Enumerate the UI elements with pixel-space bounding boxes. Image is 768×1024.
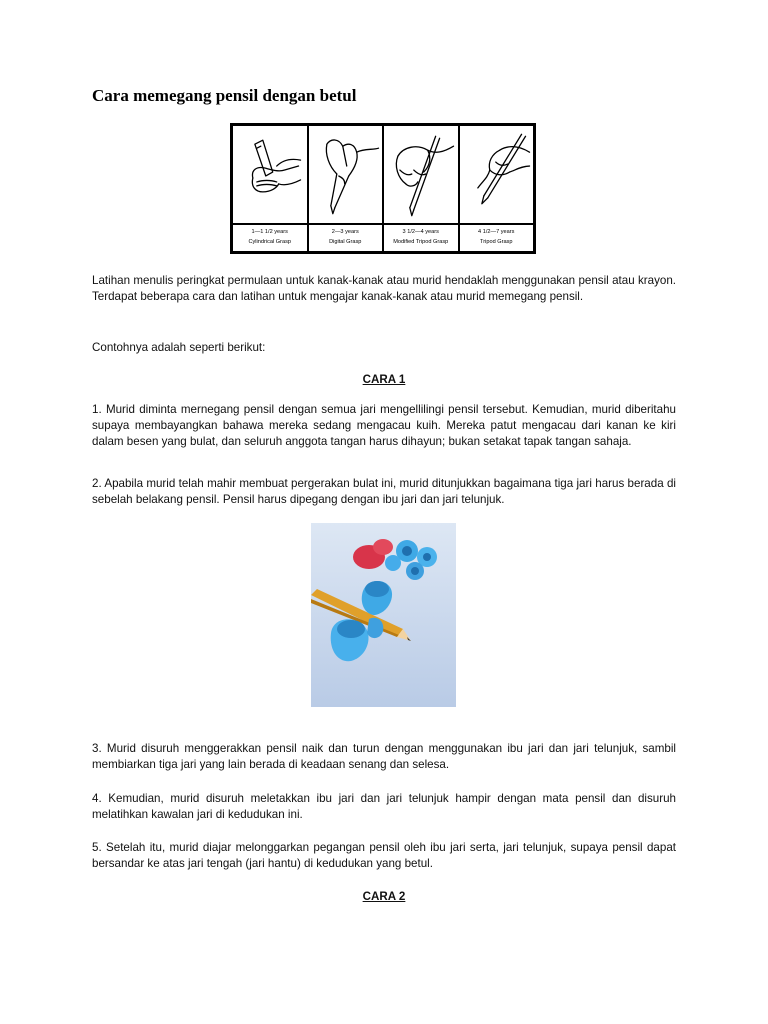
grasp-age-label: 1—1 1/2 years bbox=[251, 229, 288, 235]
section-heading-cara-2: CARA 2 bbox=[362, 890, 406, 903]
grasp-name-label: Modified Tripod Grasp bbox=[393, 239, 449, 245]
digital-grasp-hand-icon bbox=[309, 126, 383, 222]
grasp-age-label: 4 1/2—7 years bbox=[478, 229, 515, 235]
section-heading-cara-1: CARA 1 bbox=[362, 373, 406, 386]
pencil-grip-illustration bbox=[311, 523, 456, 707]
step-2-paragraph: 2. Apabila murid telah mahir membuat pergerakan bulat ini, murid ditunjukkan bagaimana tiga jari harus berada di sebelah belakang pensil. Pensil harus dipegang dengan ibu jari dan jari telunjuk. bbox=[92, 477, 676, 507]
tripod-grasp-hand-icon bbox=[460, 126, 534, 222]
grasp-name-label: Digital Grasp bbox=[329, 239, 362, 245]
step-1-paragraph: 1. Murid diminta mernegang pensil dengan semua jari mengellilingi pensil tersebut. Kemudian, murid diberitahu supaya membayangkan bahawa mereka sedang mengacau kuih. Mereka patut mengacau dari kanan ke kiri dalam besen yang bulat, dan seluruh anggota tangan harus dihayun; bukan setakat tapak tangan sahaja. bbox=[92, 403, 676, 449]
grasp-panel-digital bbox=[309, 126, 385, 251]
example-line: Contohnya adalah seperti berikut: bbox=[92, 341, 266, 354]
step-5-paragraph: 5. Setelah itu, murid diajar melonggarkan pegangan pensil oleh ibu jari serta, jari telunjuk, supaya pensil dapat bersandar ke atas jari tengah (jari hantu) di kedudukan yang betul. bbox=[92, 841, 676, 871]
modified-tripod-grasp-hand-icon bbox=[384, 126, 458, 222]
grasp-panel-cylindrical bbox=[233, 126, 309, 251]
cylindrical-grasp-hand-icon bbox=[233, 126, 307, 222]
grasp-panel-tripod bbox=[460, 126, 534, 251]
grasp-age-label: 2—3 years bbox=[331, 229, 359, 235]
grasp-name-label: Cylindrical Grasp bbox=[248, 239, 292, 245]
grasp-name-label: Tripod Grasp bbox=[480, 239, 513, 245]
grasp-panel-modified-tripod bbox=[384, 126, 460, 251]
grasp-stages-figure bbox=[230, 123, 536, 254]
step-3-paragraph: 3. Murid disuruh menggerakkan pensil naik dan turun dengan menggunakan ibu jari dan jari telunjuk, sambil membiarkan tiga jari yang lain berada di keadaan senang dan selesa. bbox=[92, 742, 676, 772]
pencil-grip-photo bbox=[311, 523, 456, 707]
grasp-age-label: 3 1/2—4 years bbox=[402, 229, 439, 235]
intro-paragraph: Latihan menulis peringkat permulaan untuk kanak-kanak atau murid hendaklah menggunakan pensil atau krayon. Terdapat beberapa cara dan latihan untuk mengajar kanak-kanak atau murid memegang pensil. bbox=[92, 274, 676, 304]
page-title: Cara memegang pensil dengan betul bbox=[92, 86, 357, 105]
step-4-paragraph: 4. Kemudian, murid disuruh meletakkan ibu jari dan jari telunjuk hampir dengan mata pensil dan disuruh melatihkan kawalan jari di kedudukan ini. bbox=[92, 792, 676, 822]
